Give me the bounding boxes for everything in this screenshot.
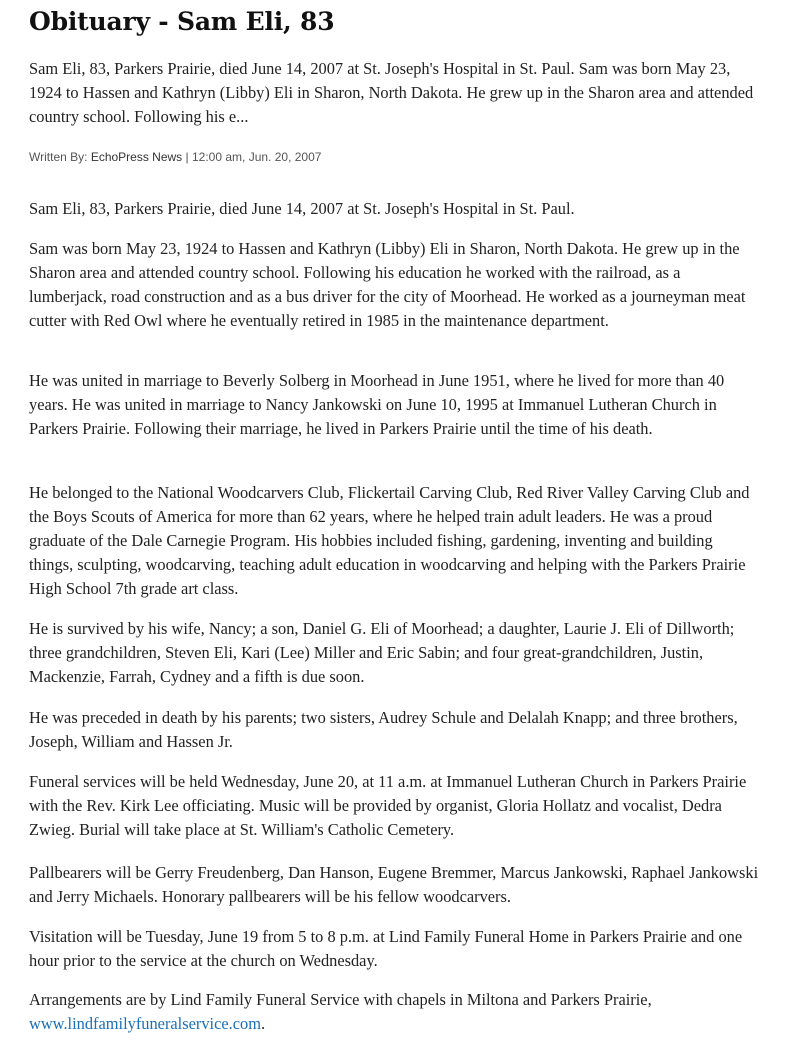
body-paragraph: Sam was born May 23, 1924 to Hassen and Kathryn (Libby) Eli in Sharon, North Dakota. He grew up in the Sharon area and attended country school. Following his education he worked with the railroad, as a lumberjack, road construction and as a bus driver for the city of Moorhead. He worked as a journeyman meat cutter with Red Owl where he eventually retired in 1985 in the maintenance department.: [29, 239, 746, 330]
body-paragraph: Funeral services will be held Wednesday, June 20, at 11 a.m. at Immanuel Lutheran Church in Parkers Prairie with the Rev. Kirk Lee officiating. Music will be provided by organist, Gloria Hollatz and vocalist, Dedra Zwieg. Burial will take place at St. William's Catholic Cemetery.: [29, 772, 747, 839]
byline-author: EchoPress News: [90, 150, 183, 164]
body-paragraph: Pallbearers will be Gerry Freudenberg, Dan Hanson, Eugene Bremmer, Marcus Jankowski, Raphael Jankowski and Jerry Michaels. Honorary pallbearers will be his fellow woodcarvers.: [29, 863, 759, 906]
body-paragraph: He belonged to the National Woodcarvers Club, Flickertail Carving Club, Red River Valley Carving Club and the Boys Scouts of America for more than 62 years, where he helped train adult leaders. He was a proud graduate of the Dale Carnegie Program. His hobbies included fishing, gardening, inventing and building things, sculpting, woodcarving, teaching adult education in woodcarving and helping with the Parkers Prairie High School 7th grade art class.: [29, 483, 750, 598]
body-paragraph: He is survived by his wife, Nancy; a son, Daniel G. Eli of Moorhead; a daughter, Laurie J. Eli of Dillworth; three grandchildren, Steven Eli, Kari (Lee) Miller and Eric Sabin; and four great-grandchildren, Justin, Mackenzie, Farrah, Cydney and a fifth is due soon.: [29, 619, 735, 686]
byline-timestamp: 12:00 am, Jun. 20, 2007: [192, 150, 322, 164]
article-summary: Sam Eli, 83, Parkers Prairie, died June 14, 2007 at St. Joseph's Hospital in St. Paul. Sam was born May 23, 1924 to Hassen and Kathryn (Libby) Eli in Sharon, North Dakota. He grew up in the Sharon area and attended country school. Following his e...: [29, 59, 754, 126]
body-paragraph: He was united in marriage to Beverly Solberg in Moorhead in June 1951, where he lived for more than 40 years. He was united in marriage to Nancy Jankowski on June 10, 1995 at Immanuel Lutheran Church in Parkers Prairie. Following their marriage, he lived in Parkers Prairie until the time of his death.: [29, 371, 725, 438]
body-paragraph: He was preceded in death by his parents; two sisters, Audrey Schule and Delalah Knapp; and three brothers, Joseph, William and Hassen Jr.: [29, 708, 738, 751]
byline-separator: |: [185, 150, 189, 164]
closing-end: .: [260, 1014, 266, 1033]
closing-text: Arrangements are by Lind Family Funeral Service with chapels in Miltona and Parkers Prairie,: [29, 990, 652, 1009]
article-title: Obituary - Sam Eli, 83: [29, 7, 335, 36]
byline-prefix: Written By:: [29, 150, 88, 164]
obituary-article: [29, 0, 759, 1033]
funeral-service-link[interactable]: www.lindfamilyfuneralservice.com: [29, 1014, 261, 1033]
body-paragraph: Visitation will be Tuesday, June 19 from 5 to 8 p.m. at Lind Family Funeral Home in Parkers Prairie and one hour prior to the service at the church on Wednesday.: [29, 927, 743, 970]
closing-paragraph: [29, 988, 759, 1036]
body-paragraph: Sam Eli, 83, Parkers Prairie, died June 14, 2007 at St. Joseph's Hospital in St. Paul.: [29, 199, 575, 218]
byline: [29, 149, 759, 165]
